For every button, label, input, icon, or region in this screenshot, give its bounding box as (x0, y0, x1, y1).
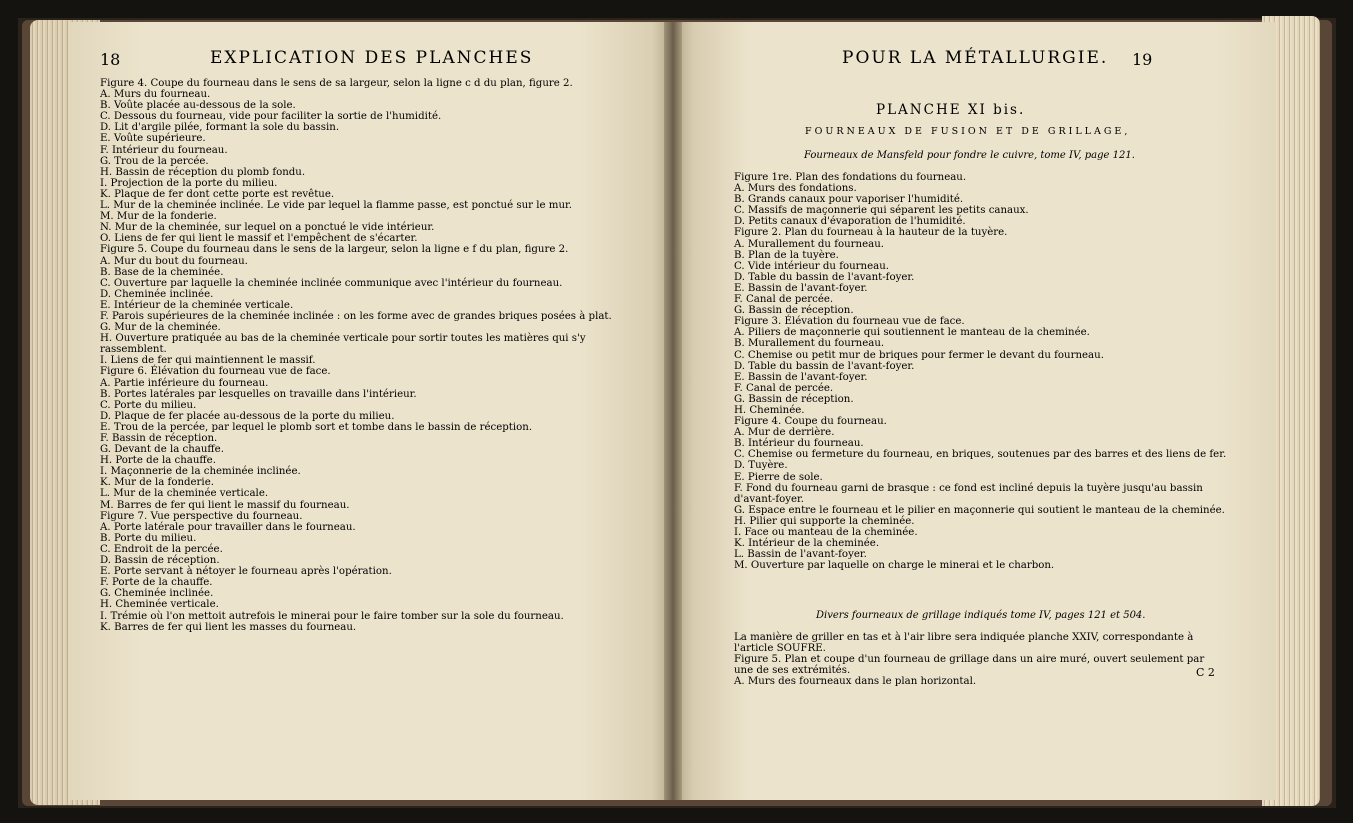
text-line: K. Barres de fer qui lient les masses du fourneau. (100, 621, 357, 633)
text-line: H. Cheminée. (734, 404, 805, 416)
text-line: C. Vide intérieur du fourneau. (734, 260, 890, 272)
text-line: D. Tuyère. (734, 460, 788, 472)
text-line: G. Espace entre le fourneau et le pilier en maçonnerie qui soutient le manteau de la cheminée. (734, 504, 1225, 516)
text-line: D. Table du bassin de l'avant-foyer. (734, 360, 915, 372)
text-line: B. Murallement du fourneau. (734, 338, 885, 350)
left-page-text (100, 78, 660, 633)
text-line: D. Bassin de réception. (100, 555, 220, 567)
text-line: G. Bassin de réception. (734, 393, 854, 405)
text-line: F. Bassin de réception. (100, 433, 218, 444)
text-line: G. Devant de la chauffe. (100, 444, 224, 456)
text-line: I. Maçonnerie de la cheminée inclinée. (100, 466, 301, 478)
text-line: A. Mur du bout du fourneau. (100, 255, 248, 267)
plate-subtitle: FOURNEAUX DE FUSION ET DE GRILLAGE, (805, 126, 1131, 137)
text-line: H. Bassin de réception du plomb fondu. (100, 166, 306, 178)
text-line: A. Murs du fourneau. (100, 89, 211, 101)
text-line: E. Intérieur de la cheminée verticale. (100, 299, 294, 311)
figure-heading: Figure 2. Plan du fourneau à la hauteur de la tuyère. (734, 227, 1008, 239)
text-line: C. Massifs de maçonnerie qui séparent les petits canaux. (734, 205, 1029, 217)
text-line: D. Cheminée inclinée. (100, 288, 214, 300)
text-line: E. Pierre de sole. (734, 471, 823, 483)
text-line: B. Plan de la tuyère. (734, 249, 839, 261)
text-line: d'avant-foyer. (734, 493, 804, 505)
right-page-number: 19 (1132, 50, 1153, 69)
text-line: N. Mur de la cheminée, sur lequel on a ponctué le vide intérieur. (100, 222, 435, 234)
text-line: A. Partie inférieure du fourneau. (100, 377, 269, 389)
text-line: G. Mur de la cheminée. (100, 322, 221, 334)
text-line: C. Chemise ou petit mur de briques pour fermer le devant du fourneau. (734, 349, 1104, 361)
right-page-text (734, 172, 1234, 571)
plate-title: PLANCHE XI bis. (876, 102, 1026, 118)
divers-heading: Divers fourneaux de grillage indiqués tome IV, pages 121 et 504. (816, 610, 1146, 621)
text-line: F. Canal de percée. (734, 382, 834, 394)
text-line: H. Ouverture pratiquée au bas de la cheminée verticale pour sortir toutes les matières qui s'y (100, 333, 586, 345)
left-running-head: EXPLICATION DES PLANCHES (210, 48, 534, 68)
figure-heading: Figure 4. Coupe du fourneau. (734, 416, 887, 428)
text-line: E. Trou de la percée, par lequel le plomb sort et tombe dans le bassin de réception. (100, 421, 533, 433)
text-line: E. Bassin de l'avant-foyer. (734, 371, 868, 383)
text-line: F. Canal de percée. (734, 294, 834, 306)
text-line: La manière de griller en tas et à l'air libre sera indiquée planche XXIV, correspondante à (734, 632, 1194, 643)
text-line: D. Petits canaux d'évaporation de l'humidité. (734, 216, 966, 228)
text-line: H. Cheminée verticale. (100, 599, 219, 611)
text-line: L. Bassin de l'avant-foyer. (734, 549, 867, 561)
text-line: E. Voûte supérieure. (100, 133, 206, 145)
text-line: rassemblent. (100, 344, 167, 356)
text-line: B. Grands canaux pour vaporiser l'humidité. (734, 194, 964, 206)
text-line: F. Porte de la chauffe. (100, 577, 213, 589)
text-line: I. Trémie où l'on mettoit autrefois le minerai pour le faire tomber sur la sole du fourneau. (100, 610, 564, 622)
text-line: O. Liens de fer qui lient le massif et l'empêchent de s'écarter. (100, 233, 418, 245)
figure-heading: Figure 1re. Plan des fondations du fourneau. (734, 172, 967, 183)
text-line: A. Piliers de maçonnerie qui soutiennent le manteau de la cheminée. (734, 327, 1090, 339)
text-line: B. Porte du milieu. (100, 532, 197, 544)
text-line: I. Face ou manteau de la cheminée. (734, 527, 918, 538)
text-line: A. Murallement du fourneau. (734, 238, 885, 250)
text-line: E. Porte servant à nétoyer le fourneau après l'opération. (100, 566, 392, 578)
right-running-head: POUR LA MÉTALLURGIE. (842, 48, 1109, 68)
text-line: A. Mur de derrière. (734, 427, 835, 439)
text-line: l'article SOUFRE. (734, 643, 826, 655)
text-line: A. Murs des fourneaux dans le plan horizontal. (734, 676, 977, 688)
text-line: B. Portes latérales par lesquelles on travaille dans l'intérieur. (100, 388, 417, 400)
text-line: K. Plaque de fer dont cette porte est revêtue. (100, 188, 335, 200)
left-page-number: 18 (100, 50, 121, 69)
figure-heading: Figure 4. Coupe du fourneau dans le sens de sa largeur, selon la ligne c d du plan, figure 2. (100, 78, 573, 89)
text-line: M. Ouverture par laquelle on charge le minerai et le charbon. (734, 560, 1055, 572)
text-line: A. Porte latérale pour travailler dans le fourneau. (100, 521, 356, 533)
text-line: B. Base de la cheminée. (100, 266, 224, 278)
text-line: I. Projection de la porte du milieu. (100, 177, 278, 189)
book-gutter (664, 22, 682, 800)
text-line: F. Fond du fourneau garni de brasque : ce fond est incliné depuis la tuyère jusqu'au bassin (734, 482, 1203, 494)
text-line: A. Murs des fondations. (734, 183, 857, 195)
text-line: K. Intérieur de la cheminée. (734, 538, 880, 550)
text-line: C. Porte du milieu. (100, 399, 197, 411)
text-line: B. Intérieur du fourneau. (734, 438, 864, 450)
signature-mark: C 2 (1196, 666, 1215, 679)
text-line: H. Porte de la chauffe. (100, 455, 216, 467)
text-line: D. Table du bassin de l'avant-foyer. (734, 271, 915, 283)
plate-caption: Fourneaux de Mansfeld pour fondre le cuivre, tome IV, page 121. (804, 150, 1135, 161)
figure-heading: Figure 6. Élévation du fourneau vue de face. (100, 366, 331, 378)
text-line: F. Intérieur du fourneau. (100, 144, 228, 156)
text-line: E. Bassin de l'avant-foyer. (734, 282, 868, 294)
text-line: L. Mur de la cheminée verticale. (100, 488, 269, 500)
text-line: C. Chemise ou fermeture du fourneau, en briques, soutenues par des barres et des liens de fer. (734, 449, 1227, 461)
text-line: D. Lit d'argile pilée, formant la sole du bassin. (100, 122, 340, 134)
text-line: M. Barres de fer qui lient le massif du fourneau. (100, 499, 350, 511)
text-line: G. Cheminée inclinée. (100, 588, 214, 600)
right-page-closing-text (734, 632, 1234, 687)
figure-heading: Figure 7. Vue perspective du fourneau. (100, 510, 303, 522)
text-line: C. Dessous du fourneau, vide pour faciliter la sortie de l'humidité. (100, 111, 442, 123)
text-line: I. Liens de fer qui maintiennent le massif. (100, 355, 316, 367)
text-line: C. Endroit de la percée. (100, 543, 223, 555)
text-line: D. Plaque de fer placée au-dessous de la porte du milieu. (100, 410, 395, 422)
text-line: G. Bassin de réception. (734, 305, 854, 317)
text-line: L. Mur de la cheminée inclinée. Le vide par lequel la flamme passe, est ponctué sur le mur. (100, 200, 572, 212)
text-line: C. Ouverture par laquelle la cheminée inclinée communique avec l'intérieur du fourneau. (100, 277, 563, 289)
text-line: H. Pilier qui supporte la cheminée. (734, 515, 915, 527)
text-line: F. Parois supérieures de la cheminée inclinée : on les forme avec de grandes briques posées à plat. (100, 310, 612, 322)
text-line: B. Voûte placée au-dessous de la sole. (100, 100, 296, 112)
text-line: M. Mur de la fonderie. (100, 211, 217, 223)
text-line: K. Mur de la fonderie. (100, 477, 214, 489)
text-line: G. Trou de la percée. (100, 155, 209, 167)
figure-heading: Figure 5. Plan et coupe d'un fourneau de grillage dans un aire muré, ouvert seulement par (734, 654, 1205, 666)
text-line: une de ses extrémités. (734, 665, 851, 677)
figure-heading: Figure 5. Coupe du fourneau dans le sens de la largeur, selon la ligne e f du plan, figure 2. (100, 244, 569, 256)
figure-heading: Figure 3. Élévation du fourneau vue de face. (734, 316, 965, 328)
